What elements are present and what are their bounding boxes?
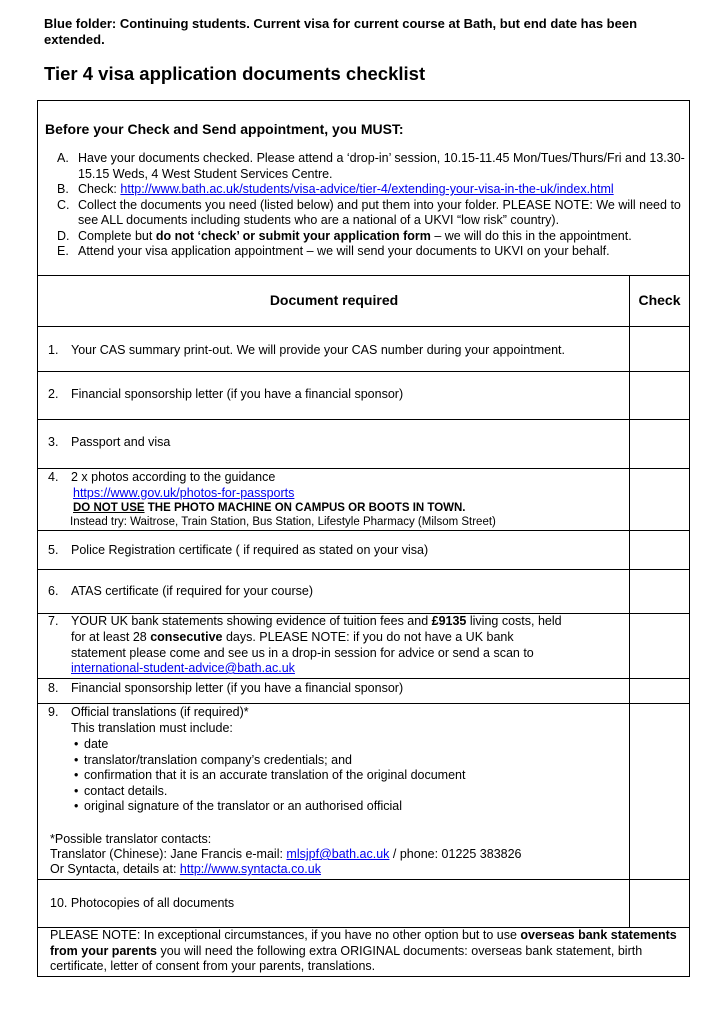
doc-text: *Possible translator contacts: (50, 832, 212, 846)
doc-text: Translator (Chinese): Jane Francis e-mail: (50, 847, 287, 861)
doc-text: This translation must include: (71, 721, 233, 735)
row-number: 3. (48, 435, 59, 449)
doc-text: Official translations (if required)* (71, 705, 249, 719)
doc-text: Your CAS summary print-out. We will provide your CAS number during your appointment. (71, 343, 565, 357)
amount-emphasis: £9135 (431, 614, 467, 628)
table-row (38, 469, 689, 531)
step-text: Have your documents checked. Please attend a ‘drop-in’ session, 10.15-11.45 Mon/Tues/Thurs/Fri and 13.30-15.15 Weds, 4 West Student Services Centre. (78, 151, 685, 181)
advice-email-link[interactable]: international-student-advice@bath.ac.uk (71, 661, 295, 675)
warning-text: THE PHOTO MACHINE ON CAMPUS OR BOOTS IN TOWN. (144, 502, 466, 514)
list-item: • date (48, 737, 618, 753)
check-header-cell (630, 276, 689, 326)
doc-cell (38, 327, 630, 371)
doc-text: 2 x photos according to the guidance (71, 470, 276, 484)
table-row (38, 570, 689, 614)
footer-note (38, 928, 689, 976)
step-text: Complete but (78, 228, 156, 243)
row-number: 1. (48, 343, 59, 357)
step-b (45, 182, 685, 198)
visa-advice-link[interactable]: http://www.bath.ac.uk/students/visa-advice/tier-4/extending-your-visa-in-the-uk/index.html (120, 182, 614, 196)
page-title: Tier 4 visa application documents checklist (44, 63, 426, 84)
row-number: 9. (48, 705, 59, 719)
table-row (38, 704, 689, 880)
list-item: • confirmation that it is an accurate translation of the original document (48, 768, 618, 784)
photo-alternatives: Instead try: Waitrose, Train Station, Bus Station, Lifestyle Pharmacy (Milsom Street) (70, 516, 496, 528)
doc-text: living costs, held (466, 614, 562, 628)
table-row (38, 614, 689, 679)
doc-text: / phone: 01225 383826 (389, 847, 522, 861)
doc-cell (38, 372, 630, 419)
footer-emphasis: overseas bank statements from your parents (50, 928, 677, 958)
doc-text: for at least 28 (71, 630, 151, 644)
step-marker: C. (57, 197, 70, 212)
step-marker: D. (57, 228, 70, 243)
step-marker: B. (57, 182, 69, 196)
pre-steps-list (45, 151, 685, 260)
step-text: Collect the documents you need (listed below) and put them into your folder. PLEASE NOTE: We will need to see ALL documents including students who are a national of a UKVI “low risk” country). (78, 197, 681, 227)
step-marker: A. (57, 151, 69, 165)
doc-header-cell (38, 276, 630, 326)
photo-guidance-link[interactable]: https://www.gov.uk/photos-for-passports (73, 486, 295, 500)
list-item: • translator/translation company’s credentials; and (48, 753, 618, 769)
row-number: 6. (48, 584, 59, 598)
checklist-box (37, 100, 690, 977)
doc-text: YOUR UK bank statements showing evidence of tuition fees and (71, 614, 432, 628)
check-cell[interactable] (630, 531, 689, 569)
doc-cell (38, 880, 630, 927)
footer-text: you will need the following extra ORIGINAL documents: overseas bank statement, birth certificate, letter of consent from your parents, translations. (50, 943, 643, 973)
doc-text: Financial sponsorship letter (if you have a financial sponsor) (71, 387, 404, 401)
step-d (45, 229, 685, 245)
column-header-document: Document required (269, 292, 399, 308)
table-row (38, 327, 689, 372)
doc-cell (38, 469, 630, 530)
step-emphasis: do not ‘check’ or submit your application form (155, 228, 431, 243)
syntacta-link[interactable]: http://www.syntacta.co.uk (179, 862, 321, 876)
doc-cell (38, 420, 630, 468)
list-item: • original signature of the translator or an authorised official (48, 799, 618, 815)
doc-text: 10. Photocopies of all documents (50, 896, 235, 910)
translator-email-link[interactable]: mlsjpf@bath.ac.uk (286, 847, 390, 861)
step-e (45, 244, 685, 260)
check-cell[interactable] (630, 469, 689, 530)
doc-text: Police Registration certificate ( if required as stated on your visa) (71, 543, 429, 557)
row-number: 5. (48, 543, 59, 557)
check-cell[interactable] (630, 570, 689, 613)
row-number: 8. (48, 681, 59, 695)
pre-heading: Before your Check and Send appointment, you MUST: (45, 121, 404, 137)
doc-cell (38, 614, 630, 678)
doc-cell (38, 531, 630, 569)
step-text: Check: (78, 182, 121, 196)
consecutive-emphasis: consecutive (150, 630, 223, 644)
table-row (38, 372, 689, 420)
pre-appointment-section (38, 101, 689, 276)
doc-text: Financial sponsorship letter (if you have a financial sponsor) (71, 681, 404, 695)
step-text: Attend your visa application appointment – we will send your documents to UKVI on your behalf. (78, 244, 610, 258)
table-row (38, 880, 689, 928)
warning-emphasis: DO NOT USE (73, 502, 145, 514)
step-c (45, 198, 685, 229)
check-cell[interactable] (630, 880, 689, 927)
row-number: 4. (48, 470, 59, 484)
translation-requirements (48, 737, 618, 815)
intro-note: Blue folder: Continuing students. Current visa for current course at Bath, but end date has been extended. (44, 16, 638, 47)
check-cell[interactable] (630, 327, 689, 371)
table-row (38, 420, 689, 469)
doc-text: days. PLEASE NOTE: if you do not have a UK bank (222, 630, 514, 644)
doc-cell (38, 704, 630, 879)
doc-text: Passport and visa (71, 435, 171, 449)
check-cell[interactable] (630, 420, 689, 468)
doc-text: ATAS certificate (if required for your course) (71, 584, 313, 598)
doc-text: statement please come and see us in a drop-in session for advice or send a scan to (71, 646, 534, 660)
doc-text: Or Syntacta, details at: (50, 862, 180, 876)
column-header-check: Check (638, 292, 681, 308)
table-row (38, 679, 689, 704)
check-cell[interactable] (630, 679, 689, 703)
step-a (45, 151, 685, 182)
row-number: 2. (48, 387, 59, 401)
doc-cell (38, 679, 630, 703)
table-header-row (38, 276, 689, 327)
check-cell[interactable] (630, 704, 689, 879)
doc-cell (38, 570, 630, 613)
step-marker: E. (57, 244, 69, 258)
row-number: 7. (48, 614, 59, 628)
table-row (38, 531, 689, 570)
list-item: • contact details. (48, 784, 618, 800)
check-cell[interactable] (630, 372, 689, 419)
check-cell[interactable] (630, 614, 689, 678)
footer-text: PLEASE NOTE: In exceptional circumstances, if you have no other option but to use (50, 928, 521, 942)
step-text: – we will do this in the appointment. (430, 228, 632, 243)
